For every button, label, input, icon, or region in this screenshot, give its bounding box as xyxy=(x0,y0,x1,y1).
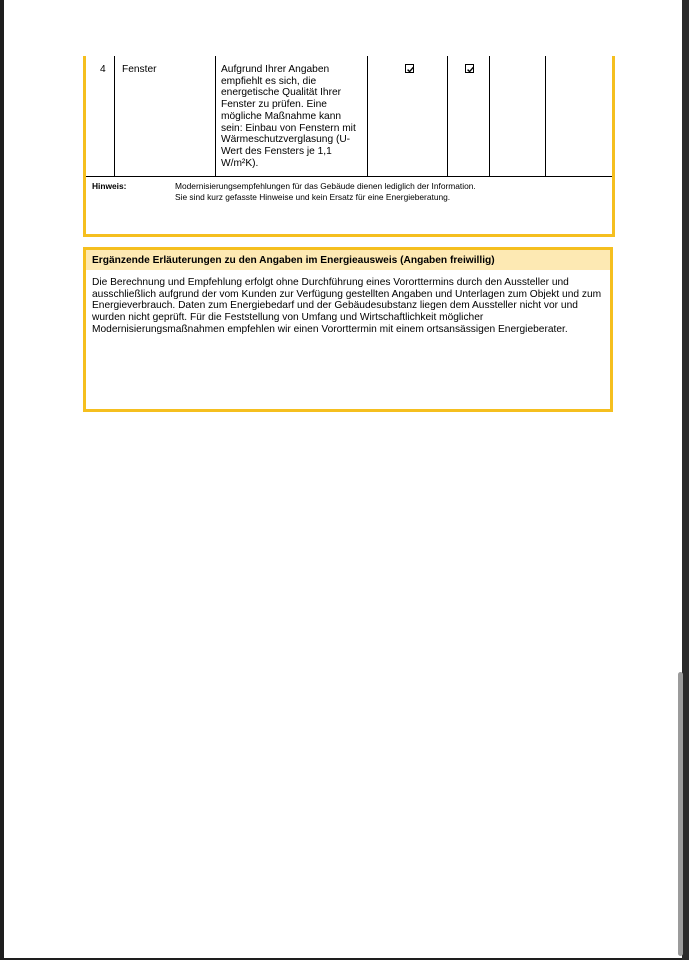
component-name: Fenster xyxy=(122,64,157,75)
description-line: sein: Einbau von Fenstern mit xyxy=(221,122,356,134)
hint-label: Hinweis: xyxy=(92,181,127,191)
combined-measure-checkbox[interactable] xyxy=(405,64,414,73)
body-line: wurden nicht geprüft. Für die Feststellung von Umfang und Wirtschaftlichkeit möglicher xyxy=(92,312,484,324)
column-divider xyxy=(367,56,368,176)
checkmark-icon xyxy=(466,65,475,74)
description-line: W/m²K). xyxy=(221,157,259,169)
hint-line: Sie sind kurz gefasste Hinweise und kein Ersatz für eine Energieberatung. xyxy=(175,191,451,202)
scrollbar-thumb[interactable] xyxy=(678,672,683,956)
column-divider xyxy=(215,56,216,176)
column-divider xyxy=(545,56,546,176)
measures-table-frame xyxy=(83,56,615,237)
description-line: mögliche Maßnahme kann xyxy=(221,110,342,122)
scrollbar-track[interactable] xyxy=(682,0,689,960)
body-line: Energieverbrauch. Daten zum Energiebedarf und der Gebäudesubstanz liegen dem Aussteller nicht vor und xyxy=(92,300,578,312)
description-line: energetische Qualität Ihrer xyxy=(221,87,342,99)
checkmark-icon xyxy=(406,65,415,74)
row-number: 4 xyxy=(100,64,106,75)
document-page xyxy=(4,0,682,958)
measures-table-row xyxy=(86,56,612,177)
hint-text xyxy=(175,181,605,202)
column-divider xyxy=(489,56,490,176)
measure-description xyxy=(221,64,366,169)
supplementary-explanations-box xyxy=(83,247,613,412)
body-line: ausschließlich aufgrund der vom Kunden zur Verfügung gestellten Angaben und Unterlagen zum Objekt und zum xyxy=(92,288,602,300)
section-body xyxy=(92,277,608,336)
section-title: Ergänzende Erläuterungen zu den Angaben im Energieausweis (Angaben freiwillig) xyxy=(92,255,495,266)
description-line: Fenster zu prüfen. Eine xyxy=(221,99,327,111)
section-header xyxy=(86,250,610,270)
description-line: Aufgrund Ihrer Angaben xyxy=(221,64,330,75)
description-line: Wert des Fensters je 1,1 xyxy=(221,145,332,157)
column-divider xyxy=(447,56,448,176)
description-line: Wärmeschutzverglasung (U- xyxy=(221,134,351,146)
body-line: Die Berechnung und Empfehlung erfolgt ohne Durchführung eines Vororttermins durch den Aussteller und xyxy=(92,277,569,288)
column-divider xyxy=(114,56,115,176)
body-line: Modernisierungsmaßnahmen empfehlen wir einen Vororttermin mit einem ortsansässigen Energieberater. xyxy=(92,323,568,335)
description-line: empfiehlt es sich, die xyxy=(221,75,317,87)
hint-line: Modernisierungsempfehlungen für das Gebäude dienen lediglich der Information. xyxy=(175,181,476,191)
individual-measure-checkbox[interactable] xyxy=(465,64,474,73)
